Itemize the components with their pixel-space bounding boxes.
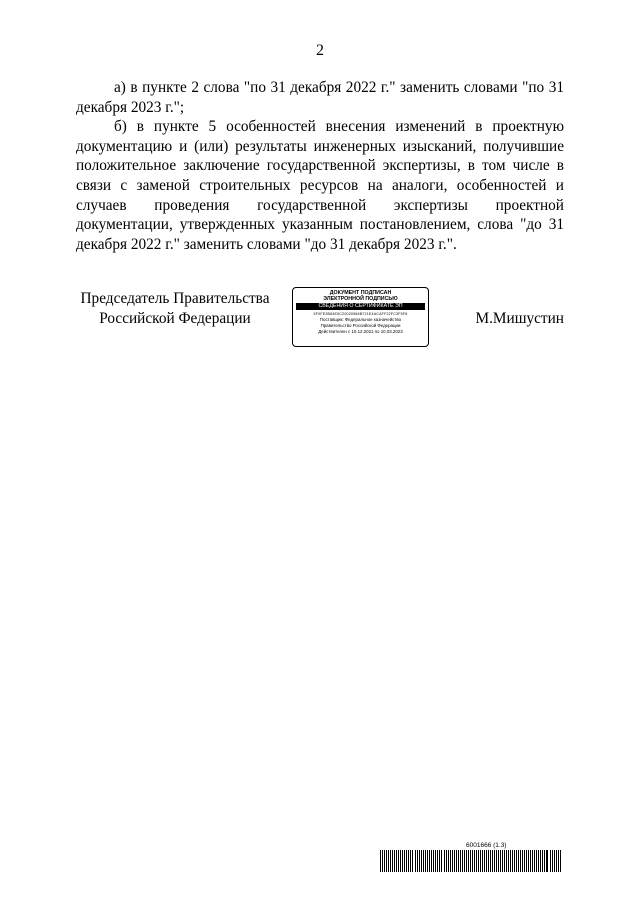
barcode-bar	[388, 850, 389, 872]
barcode-bar	[433, 850, 434, 872]
barcode-bar	[382, 850, 383, 872]
barcode-bar	[544, 850, 545, 872]
barcode-bar	[458, 850, 459, 872]
barcode-bar	[446, 850, 447, 872]
barcode-bar	[488, 850, 489, 872]
barcode-bar	[470, 850, 471, 872]
stamp-supplier: Поставщик: Федеральное казначейство	[319, 317, 402, 322]
signatory-position	[80, 289, 270, 328]
barcode-bar	[460, 850, 461, 872]
barcode-bar	[482, 850, 483, 872]
barcode-bar	[512, 850, 513, 872]
paragraph-b: б) в пункте 5 особенностей внесения изменений в проектную документацию и (или) результаты инженерных изысканий, получившие положительное заключение государственной экспертизы, в том числе в связи с заменой строительных ресурсов на аналоги, особенностей и случаев проведения государственной экспертизы проектной документации, утвержденных указанным постановлением, слова "до 31 декабря 2022 г." заменить словами "до 31 декабря 2023 г.".	[76, 118, 564, 253]
barcode-bar	[425, 850, 426, 872]
barcode-bar	[441, 850, 442, 872]
barcode-bar	[546, 850, 548, 872]
barcode-bar	[534, 850, 535, 872]
barcode-bar	[558, 850, 559, 872]
barcode-bar	[478, 850, 479, 872]
barcode-bar	[450, 850, 451, 872]
barcode-bar	[462, 850, 463, 872]
stamp-title-line-1: ДОКУМЕНТ ПОДПИСАН	[329, 290, 392, 296]
barcode-bar	[518, 850, 519, 872]
position-line-2: Российской Федерации	[99, 309, 251, 327]
barcode-bar	[530, 850, 531, 872]
barcode-bar	[504, 850, 505, 872]
barcode-bar	[448, 850, 449, 872]
stamp-certificate-bar: СВЕДЕНИЯ О СЕРТИФИКАТЕ ЭП	[296, 303, 425, 310]
stamp-title-line-2: ЭЛЕКТРОННОЙ ПОДПИСЬЮ	[323, 296, 398, 302]
barcode-bar	[528, 850, 529, 872]
barcode-bar	[542, 850, 543, 872]
barcode-bar	[466, 850, 467, 872]
stamp-serial: 5F0FE3B84E5C20020568B721E4ACAFF22FC3F5F8	[313, 312, 408, 316]
electronic-signature-stamp	[292, 287, 429, 347]
barcode-bar	[494, 850, 495, 872]
barcode-bar	[522, 850, 523, 872]
barcode-bar	[560, 850, 561, 872]
barcode-bar	[456, 850, 457, 872]
stamp-owner: Правительство Российской Федерации	[320, 323, 401, 328]
barcode-bar	[536, 850, 537, 872]
barcode-bar	[431, 850, 432, 872]
barcode-bar	[402, 850, 403, 872]
barcode-bar	[423, 850, 424, 872]
barcode-bar	[484, 850, 485, 872]
barcode-bar	[392, 850, 393, 872]
barcode-bar	[380, 850, 381, 872]
barcode-bar	[502, 850, 503, 872]
barcode-bar	[439, 850, 440, 872]
document-code: 6001666 (1.3)	[466, 842, 507, 849]
barcode-bar	[390, 850, 391, 872]
barcode-bar	[444, 850, 445, 872]
barcode-bar	[496, 850, 497, 872]
stamp-validity: Действителен с 10.12.2021 по 10.03.2023	[318, 329, 403, 334]
barcode-bar	[437, 850, 438, 872]
barcode-bar	[556, 850, 557, 872]
barcode-bar	[421, 850, 422, 872]
barcode-bar	[429, 850, 430, 872]
barcode-bar	[410, 850, 411, 872]
body-text	[76, 78, 564, 254]
barcode-bar	[492, 850, 493, 872]
barcode-bar	[398, 850, 399, 872]
barcode-bar	[415, 850, 416, 872]
barcode-bar	[526, 850, 527, 872]
barcode-bar	[552, 850, 553, 872]
barcode-bar	[417, 850, 418, 872]
barcode-bar	[408, 850, 409, 872]
barcode-bar	[419, 850, 420, 872]
barcode-bar	[554, 850, 555, 872]
barcode-bar	[508, 850, 509, 872]
barcode-bar	[400, 850, 401, 872]
barcode-bar	[524, 850, 525, 872]
barcode-bar	[500, 850, 501, 872]
barcode-bar	[406, 850, 407, 872]
barcode-bar	[476, 850, 477, 872]
barcode-bar	[480, 850, 481, 872]
barcode-bar	[506, 850, 507, 872]
barcode-bar	[486, 850, 487, 872]
paragraph-a: а) в пункте 2 слова "по 31 декабря 2022 г." заменить словами "по 31 декабря 2023 г.";	[76, 79, 564, 116]
barcode-bar	[464, 850, 465, 872]
barcode-bar	[427, 850, 428, 872]
barcode-bar	[404, 850, 405, 872]
barcode-bar	[412, 850, 413, 872]
barcode-bar	[540, 850, 541, 872]
barcode-bar	[384, 850, 385, 872]
barcode-bar	[435, 850, 436, 872]
barcode-bar	[520, 850, 521, 872]
barcode-bar	[516, 850, 517, 872]
barcode-bar	[454, 850, 455, 872]
barcode-bar	[474, 850, 475, 872]
barcode-bar	[538, 850, 539, 872]
barcode-bar	[498, 850, 499, 872]
barcode-bar	[452, 850, 453, 872]
barcode-bar	[396, 850, 397, 872]
signatory-name: М.Мишустин	[475, 310, 564, 327]
position-line-1: Председатель Правительства	[80, 290, 270, 307]
barcode-bar	[550, 850, 551, 872]
barcode-bar	[532, 850, 533, 872]
barcode-bar	[490, 850, 491, 872]
barcode-bar	[468, 850, 469, 872]
barcode-bar	[386, 850, 387, 872]
barcode-bar	[394, 850, 395, 872]
barcode-bar	[472, 850, 473, 872]
barcode-bar	[510, 850, 511, 872]
barcode-bar	[514, 850, 515, 872]
page-number: 2	[316, 42, 324, 59]
barcode	[380, 850, 566, 872]
